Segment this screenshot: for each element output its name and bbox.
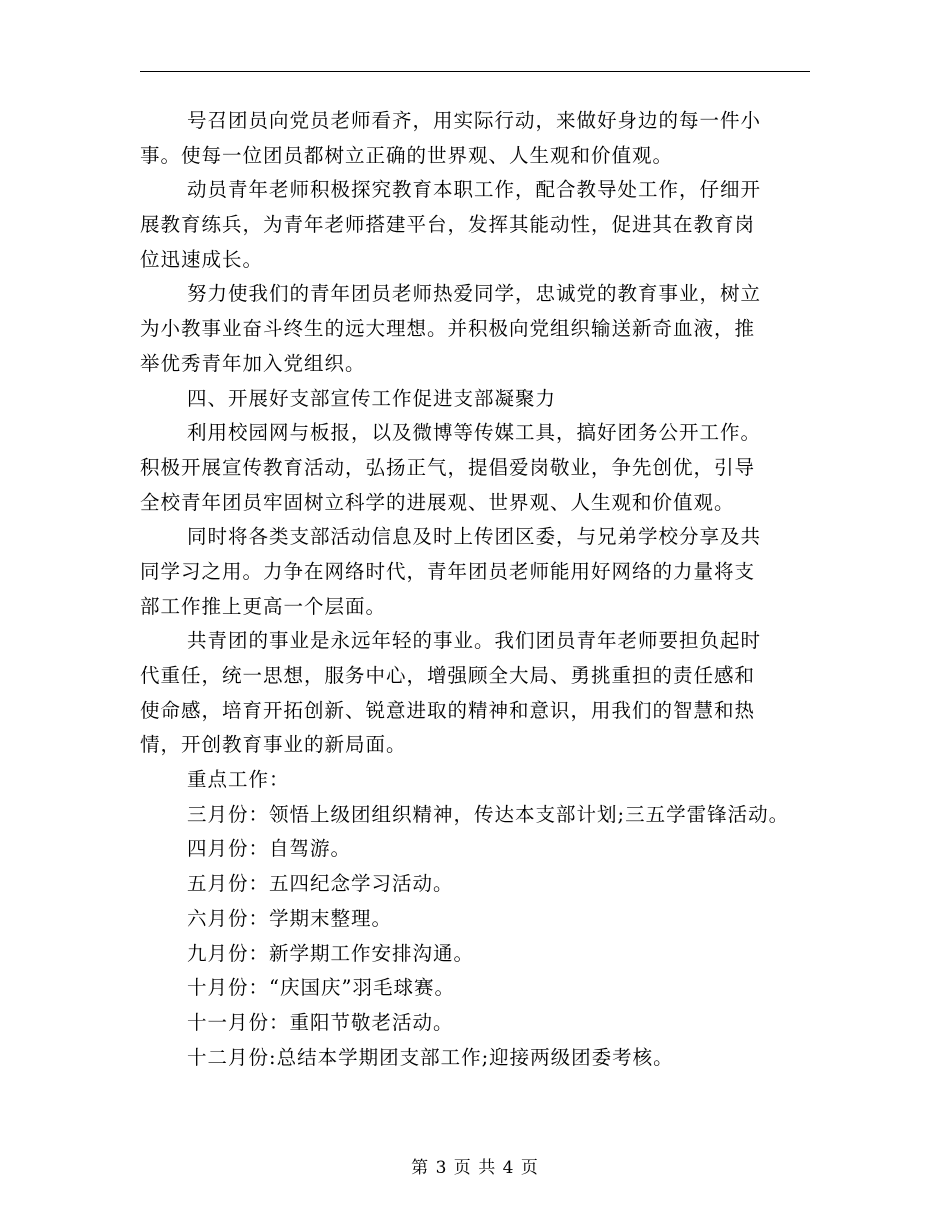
header-rule (140, 71, 810, 72)
text-line: 代重任，统一思想，服务中心，增强顾全大局、勇挑重担的责任感和 (140, 664, 756, 687)
text-line: 十一月份：重阳节敬老活动。 (187, 1010, 454, 1034)
text-line: 努力使我们的青年团员老师热爱同学，忠诚党的教育事业，树立 (187, 282, 762, 306)
text-line: 三月份：领悟上级团组织精神，传达本支部计划;三五学雷锋活动。 (187, 802, 790, 826)
text-line: 积极开展宣传教育活动，弘扬正气，提倡爱岗敬业，争先创优，引导 (140, 455, 756, 479)
text-line: 同时将各类支部活动信息及时上传团区委，与兄弟学校分享及共 (187, 525, 762, 549)
text-line: 重点工作： (187, 768, 290, 792)
text-line: 利用校园网与板报，以及微博等传媒工具，搞好团务公开工作。 (187, 421, 762, 445)
text-line: 举优秀青年加入党组织。 (140, 351, 366, 375)
text-line: 五月份：五四纪念学习活动。 (187, 872, 454, 896)
text-line: 号召团员向党员老师看齐，用实际行动，来做好身边的每一件小 (187, 109, 762, 132)
text-line: 为小教事业奋斗终生的远大理想。并积极向党组织输送新奇血液，推 (140, 317, 756, 341)
text-line: 十月份：“庆国庆”羽毛球赛。 (187, 976, 455, 1000)
text-line: 九月份：新学期工作安排沟通。 (187, 941, 475, 965)
text-line: 同学习之用。力争在网络时代，青年团员老师能用好网络的力量将支 (140, 559, 756, 583)
text-line: 情，开创教育事业的新局面。 (140, 733, 407, 757)
document-body (140, 104, 840, 1075)
page-footer: 第 3 页 共 4 页 (411, 1158, 539, 1178)
text-line: 部工作推上更高一个层面。 (140, 594, 387, 618)
text-line: 事。使每一位团员都树立正确的世界观、人生观和价值观。 (140, 143, 674, 167)
text-line: 动员青年老师积极探究教育本职工作，配合教导处工作，仔细开 (187, 178, 762, 202)
text-line: 六月份：学期末整理。 (187, 906, 393, 930)
text-line: 四月份：自驾游。 (187, 837, 352, 861)
text-line: 四、开展好支部宣传工作促进支部凝聚力 (187, 386, 557, 410)
text-line: 位迅速成长。 (140, 247, 264, 271)
text-line: 十二月份:总结本学期团支部工作;迎接两级团委考核。 (187, 1045, 674, 1069)
text-line: 全校青年团员牢固树立科学的进展观、世界观、人生观和价值观。 (140, 490, 735, 514)
text-line: 共青团的事业是永远年轻的事业。我们团员青年老师要担负起时 (187, 629, 762, 653)
text-line: 展教育练兵，为青年老师搭建平台，发挥其能动性，促进其在教育岗 (140, 213, 756, 237)
text-line: 使命感，培育开拓创新、锐意进取的精神和意识，用我们的智慧和热 (140, 698, 756, 722)
